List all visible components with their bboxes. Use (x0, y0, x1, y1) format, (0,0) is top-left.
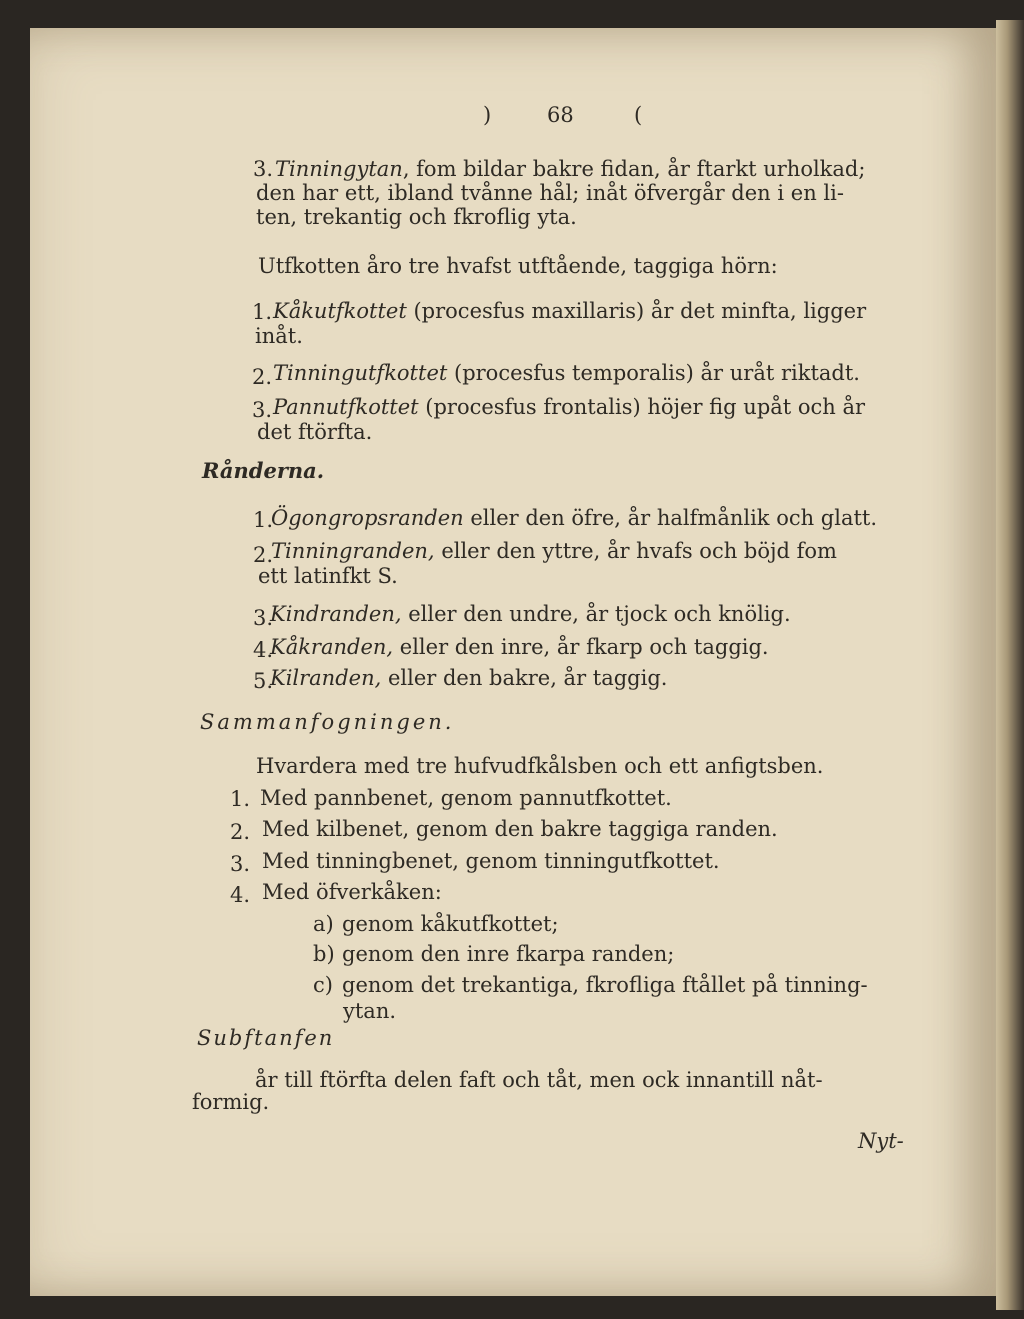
utskott-1-term: Kåkutfkottet (273, 299, 407, 323)
item3-term: Tinningytan (275, 157, 403, 181)
rand-5-term: Kilranden, (270, 666, 382, 690)
rand-5-rest: eller den bakre, år taggig. (387, 666, 668, 690)
substansen-heading: Subftanfen (197, 1026, 335, 1050)
samman-4-text: Med öfverkåken: (262, 880, 442, 904)
item3-line1-rest: , fom bildar bakre fidan, år ftarkt urholkad; (402, 157, 866, 181)
samman-1-text: Med pannbenet, genom pannutfkottet. (260, 786, 672, 810)
sub-a-text: genom kåkutfkottet; (342, 912, 559, 936)
rand-5-number: 5. (253, 669, 274, 693)
item3-line2: den har ett, ibland tvånne hål; inåt öfvergår den i en li- (256, 181, 844, 205)
utskott-1-rest: (procesfus maxillaris) år det minfta, ligger (413, 299, 867, 323)
header-right-mark: ( (634, 103, 643, 127)
rand-2-number: 2. (253, 543, 274, 567)
rand-3-line (270, 603, 791, 625)
item3-line3: ten, trekantig och fkroflig yta. (256, 205, 577, 229)
samman-3-text: Med tinningbenet, genom tinningutfkottet. (262, 849, 720, 873)
rand-1-line (271, 507, 877, 529)
sub-c-text: genom det trekantiga, fkrofliga ftållet på tinning- (342, 973, 868, 997)
utskott-1-cont: inåt. (255, 324, 303, 348)
utskott-3-number: 3. (252, 398, 273, 422)
samman-4-number: 4. (230, 883, 251, 907)
rand-2-cont: ett latinfkt S. (258, 564, 398, 588)
sub-c-label: c) (313, 973, 333, 997)
utskott-2-term: Tinningutfkottet (273, 361, 448, 385)
rand-1-number: 1. (253, 508, 274, 532)
utskott-3-cont: det ftörfta. (257, 420, 373, 444)
samman-2-text: Med kilbenet, genom den bakre taggiga randen. (262, 817, 778, 841)
book-gutter (996, 20, 1024, 1310)
utskott-2-line (273, 362, 860, 384)
page-number: 68 (547, 103, 574, 127)
rand-1-term: Ögongropsranden (271, 506, 464, 530)
rand-4-rest: eller den inre, år fkarp och taggig. (399, 635, 769, 659)
samman-2-number: 2. (230, 820, 251, 844)
sub-b-label: b) (313, 942, 335, 966)
rand-1-rest: eller den öfre, år halfmånlik och glatt. (470, 506, 878, 530)
sammanfogningen-heading: Sammanfogningen. (200, 710, 455, 734)
sub-a-label: a) (313, 912, 334, 936)
utskott-3-term: Pannutfkottet (273, 395, 419, 419)
catchword: Nyt- (858, 1129, 904, 1153)
item3-line1 (275, 158, 865, 180)
utskott-3-line (273, 396, 865, 418)
utskott-1-number: 1. (252, 300, 273, 324)
sub-b-text: genom den inre fkarpa randen; (342, 942, 675, 966)
item3-number: 3. (253, 157, 274, 181)
samman-3-number: 3. (230, 852, 251, 876)
samman-1-number: 1. (230, 787, 251, 811)
rand-3-rest: eller den undre, år tjock och knölig. (408, 602, 791, 626)
utskotten-intro: Utfkotten åro tre hvafst utftående, taggiga hörn: (258, 254, 778, 278)
rand-2-rest: eller den yttre, år hvafs och böjd fom (441, 539, 837, 563)
substansen-line1: år till ftörfta delen faft och tåt, men ock innantill nåt- (255, 1068, 823, 1092)
sammanfogningen-intro: Hvardera med tre hufvudfkålsben och ett anfigtsben. (256, 754, 824, 778)
rand-5-line (270, 667, 667, 689)
utskott-2-rest: (procesfus temporalis) år uråt riktadt. (454, 361, 860, 385)
rand-2-line (271, 540, 837, 562)
randerna-heading: Rånderna. (202, 458, 325, 483)
utskott-2-number: 2. (252, 365, 273, 389)
rand-3-number: 3. (253, 606, 274, 630)
rand-3-term: Kindranden, (270, 602, 402, 626)
rand-4-term: Kåkranden, (270, 635, 394, 659)
header-left-mark: ) (483, 103, 492, 127)
utskott-3-rest: (procesfus frontalis) höjer fig upåt och år (425, 395, 866, 419)
substansen-line2: formig. (192, 1090, 270, 1114)
sub-c-cont: ytan. (343, 999, 397, 1023)
rand-4-line (270, 636, 769, 658)
rand-2-term: Tinningranden, (271, 539, 435, 563)
utskott-1-line (273, 300, 866, 322)
rand-4-number: 4. (253, 638, 274, 662)
